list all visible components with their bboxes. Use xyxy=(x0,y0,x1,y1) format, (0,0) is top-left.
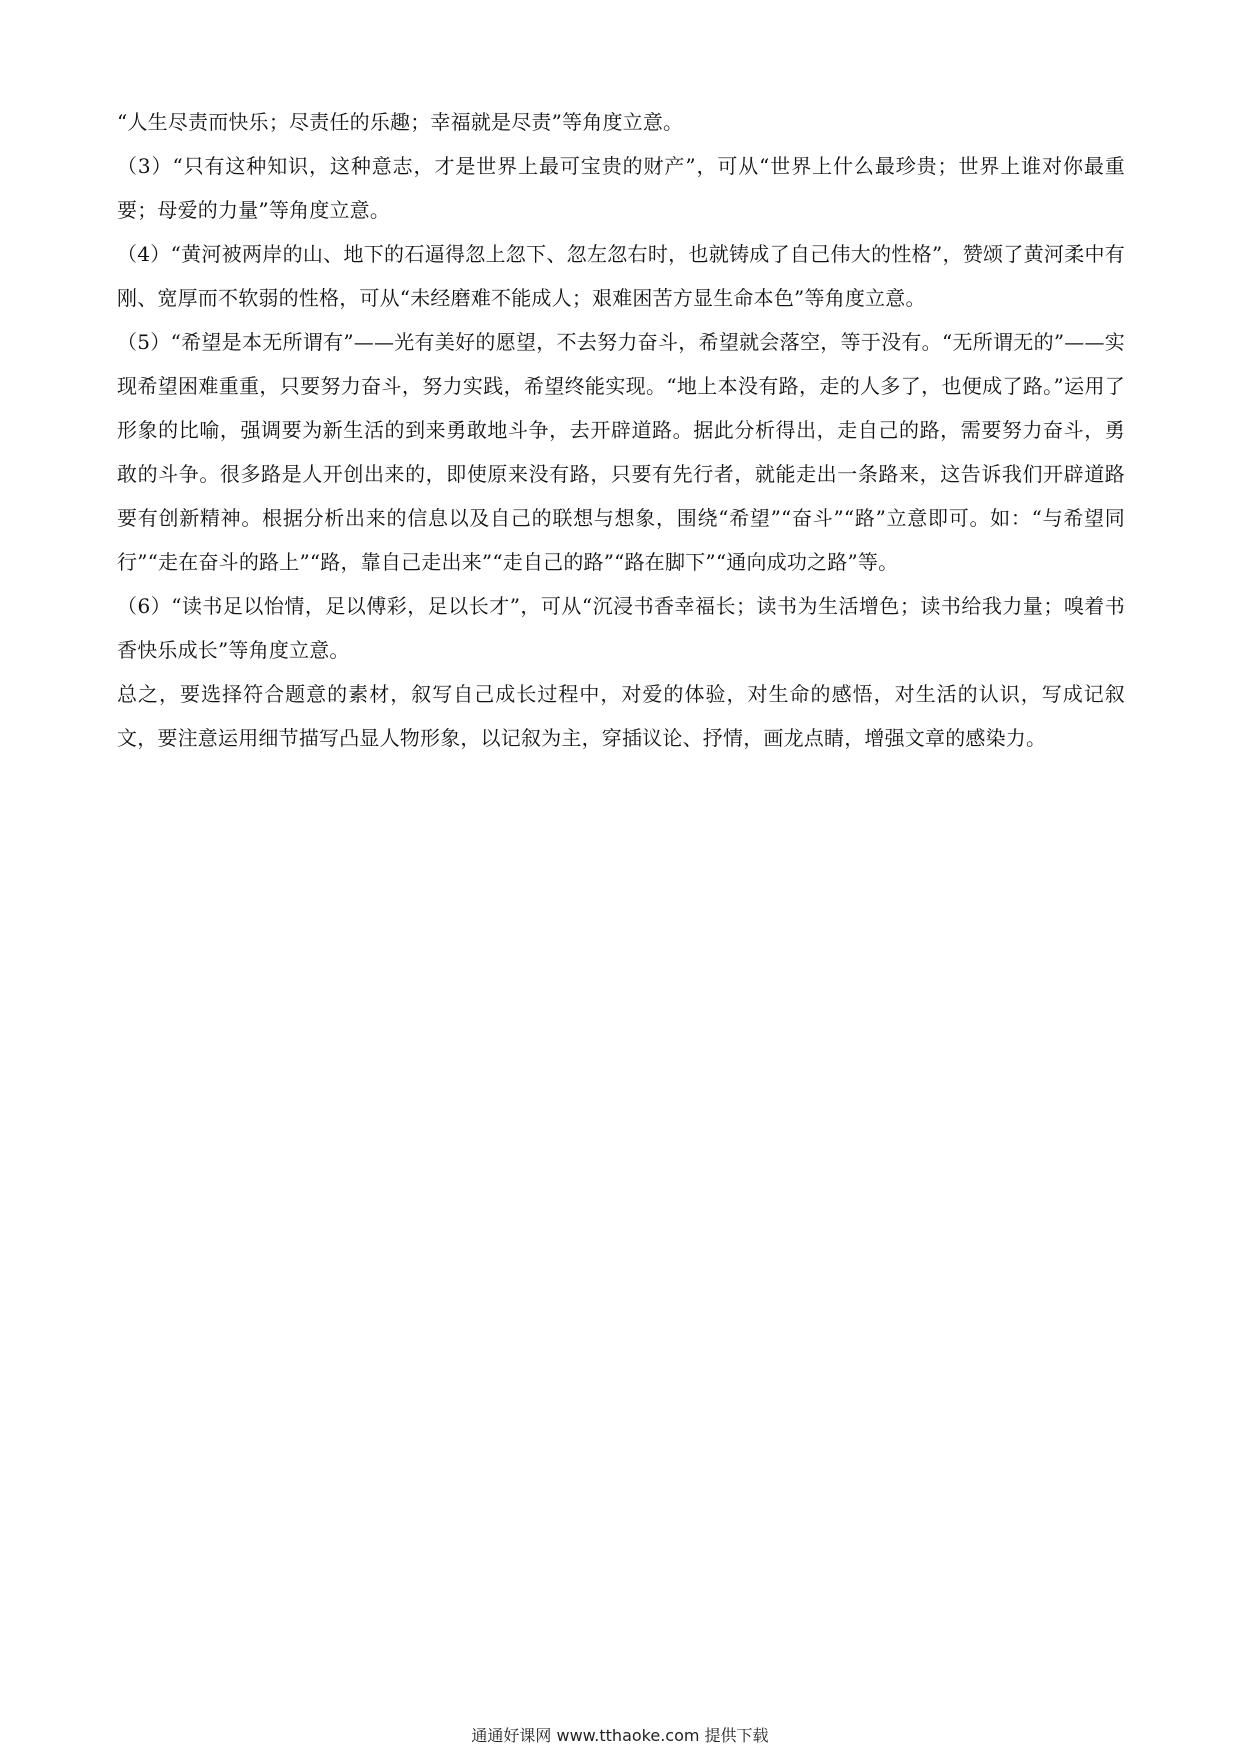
paragraph-item-6: （6）“读书足以怡情，足以傅彩，足以长才”，可从“沉浸书香幸福长；读书为生活增色；读书给我力量；嗅着书香快乐成长”等角度立意。 xyxy=(117,594,1125,662)
paragraph-item-3: （3）“只有这种知识，这种意志，才是世界上最可宝贵的财产”，可从“世界上什么最珍贵；世界上谁对你最重要；母爱的力量”等角度立意。 xyxy=(117,154,1125,222)
paragraph-continuation: “人生尽责而快乐；尽责任的乐趣；幸福就是尽责”等角度立意。 xyxy=(117,110,684,134)
paragraph-item-5: （5）“希望是本无所谓有”——光有美好的愿望，不去努力奋斗，希望就会落空，等于没有。“无所谓无的”——实现希望困难重重，只要努力奋斗，努力实践，希望终能实现。“地上本没有路，走的人多了，也便成了路。”运用了形象的比喻，强调要为新生活的到来勇敢地斗争，去开辟道路。据此分析得出，走自己的路，需要努力奋斗，勇敢的斗争。很多路是人开创出来的，即使原来没有路，只要有先行者，就能走出一条路来，这告诉我们开辟道路要有创新精神。根据分析出来的信息以及自己的联想与想象，围绕“希望”“奋斗”“路”立意即可。如：“与希望同行”“走在奋斗的路上”“路，靠自己走出来”“走自己的路”“路在脚下”“通向成功之路”等。 xyxy=(117,330,1125,574)
page-footer: 通通好课网 www.tthaoke.com 提供下载 xyxy=(471,1726,769,1745)
paragraph-summary: 总之，要选择符合题意的素材，叙写自己成长过程中，对爱的体验，对生命的感悟，对生活的认识，写成记叙文，要注意运用细节描写凸显人物形象，以记叙为主，穿插议论、抒情，画龙点睛，增强文章的感染力。 xyxy=(117,682,1125,750)
paragraph-item-4: （4）“黄河被两岸的山、地下的石逼得忽上忽下、忽左忽右时，也就铸成了自己伟大的性格”，赞颂了黄河柔中有刚、宽厚而不软弱的性格，可从“未经磨难不能成人；艰难困苦方显生命本色”等角度立意。 xyxy=(117,242,1125,310)
document-body xyxy=(117,100,1125,760)
